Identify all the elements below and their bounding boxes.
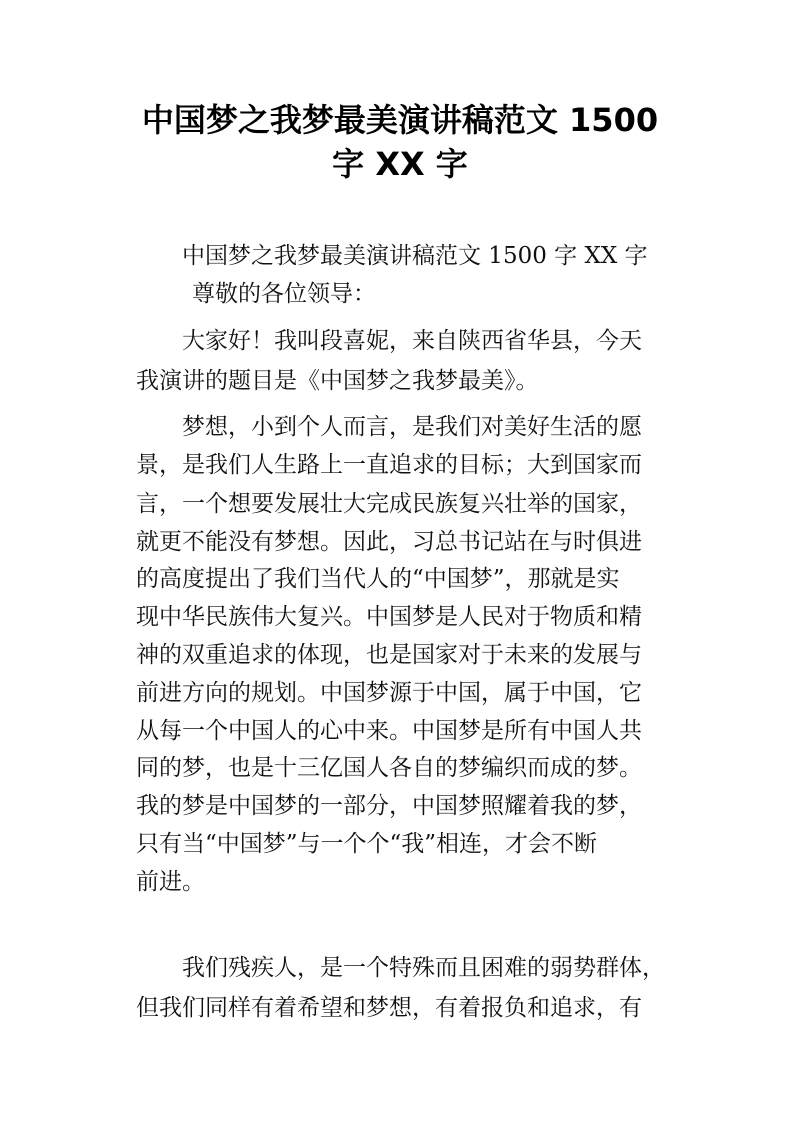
title-line-2: 字 XX 字 — [332, 145, 468, 183]
body-line: 我们残疾人，是一个特殊而且困难的弱势群体， — [182, 955, 665, 981]
body-line: 只有当“中国梦”与一个个“我”相连，才会不断 — [136, 831, 598, 857]
body-line: 前进方向的规划。中国梦源于中国，属于中国，它 — [136, 680, 642, 706]
body-line: 前进。 — [136, 869, 205, 895]
body-line: 我的梦是中国梦的一部分，中国梦照耀着我的梦， — [136, 793, 642, 819]
body-line: 中国梦之我梦最美演讲稿范文 1500 字 XX 字 — [182, 243, 648, 269]
body-line: 同的梦，也是十三亿国人各自的梦编织而成的梦。 — [136, 755, 642, 781]
body-line: 景，是我们人生路上一直追求的目标；大到国家而 — [136, 452, 642, 478]
body-line: 就更不能没有梦想。因此，习总书记站在与时俱进 — [136, 529, 642, 555]
body-line: 从每一个中国人的心中来。中国梦是所有中国人共 — [136, 718, 642, 744]
body-line: 梦想，小到个人而言，是我们对美好生活的愿 — [182, 414, 642, 440]
body-line: 尊敬的各位领导： — [192, 281, 376, 307]
document-title — [0, 98, 800, 186]
body-line: 现中华民族伟大复兴。中国梦是人民对于物质和精 — [136, 604, 642, 630]
body-line: 言，一个想要发展壮大完成民族复兴壮举的国家， — [136, 491, 642, 517]
body-line: 神的双重追求的体现，也是国家对于未来的发展与 — [136, 642, 642, 668]
title-line-1: 中国梦之我梦最美演讲稿范文 1500 — [141, 101, 659, 139]
body-line: 我演讲的题目是《中国梦之我梦最美》。 — [136, 368, 539, 394]
body-line: 的高度提出了我们当代人的“中国梦”，那就是实 — [136, 566, 620, 592]
body-line: 但我们同样有着希望和梦想，有着报负和追求，有 — [136, 995, 642, 1021]
body-line: 大家好！我叫段喜妮，来自陕西省华县，今天 — [182, 328, 642, 354]
